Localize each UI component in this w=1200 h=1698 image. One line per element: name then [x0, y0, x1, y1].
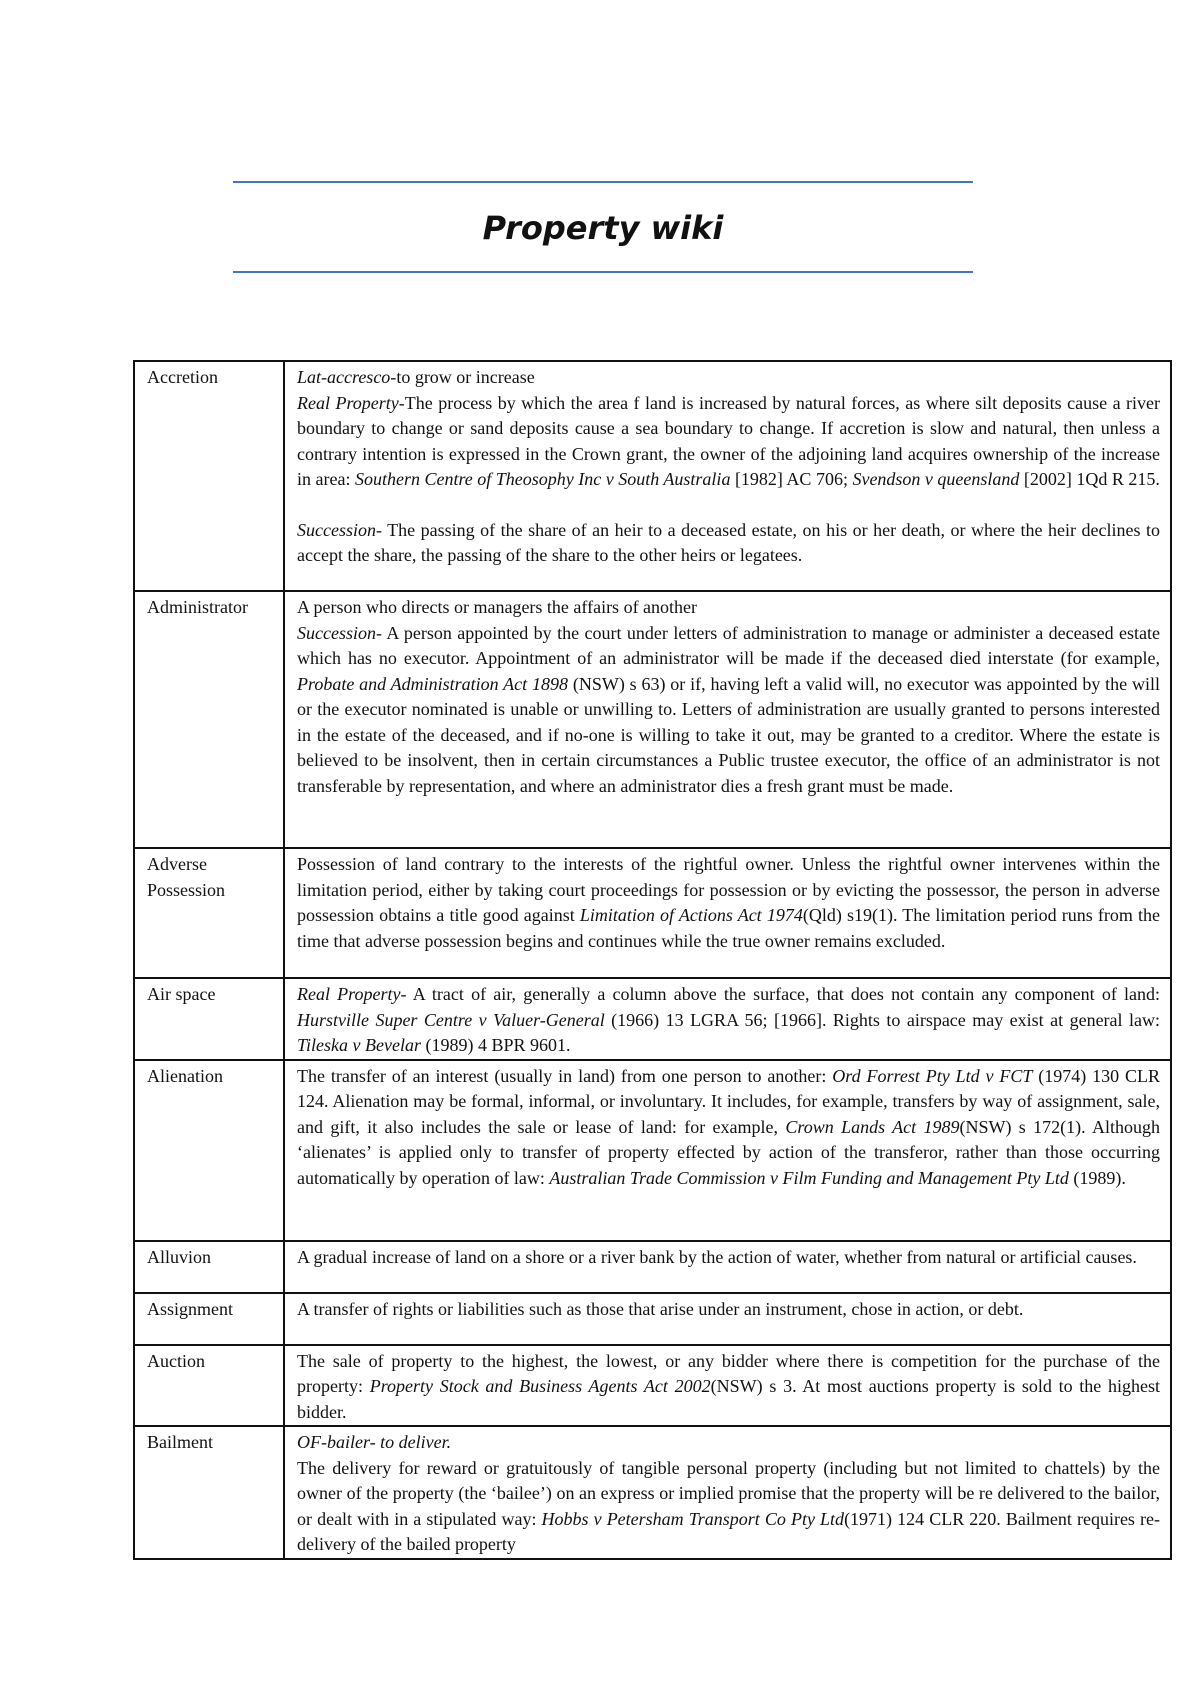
glossary-row-air-space	[134, 978, 1171, 1060]
glossary-term: Bailment	[134, 1426, 284, 1559]
case-citation: Australian Trade Commission v Film Funding and Management Pty Ltd	[549, 1167, 1069, 1188]
case-citation: Hobbs v Petersham Transport Co Pty Ltd	[541, 1508, 845, 1529]
glossary-definition	[284, 1060, 1171, 1241]
glossary-definition	[284, 1426, 1171, 1559]
glossary-term: Adverse Possession	[134, 848, 284, 978]
glossary-definition	[284, 1345, 1171, 1427]
statute-citation: Probate and Administration Act 1898	[297, 673, 568, 694]
definition-paragraph: A gradual increase of land on a shore or a river bank by the action of water, whether from natural or artificial causes.	[297, 1246, 1137, 1267]
glossary-term: Accretion	[134, 361, 284, 591]
case-citation: Hurstville Super Centre v Valuer-General	[297, 1009, 605, 1030]
glossary-term: Assignment	[134, 1293, 284, 1345]
case-citation: Svendson v queensland	[852, 469, 1020, 489]
glossary-definition	[284, 1293, 1171, 1345]
definition-paragraph: Lat-accresco-to grow or increase	[297, 367, 535, 387]
glossary-table	[133, 360, 1172, 1560]
latin-origin: OF-bailer- to deliver.	[297, 1432, 452, 1452]
case-citation: Ord Forrest Pty Ltd v FCT	[832, 1065, 1033, 1086]
glossary-row-assignment	[134, 1293, 1171, 1345]
definition-paragraph: A transfer of rights or liabilities such as those that arise under an instrument, chose in action, or debt.	[297, 1298, 1024, 1319]
title-rule-bottom	[233, 271, 973, 273]
case-citation: Tileska v Bevelar	[297, 1035, 421, 1055]
glossary-row-accretion	[134, 361, 1171, 591]
glossary-term: Auction	[134, 1345, 284, 1427]
glossary-definition	[284, 1241, 1171, 1293]
glossary-term: Air space	[134, 978, 284, 1060]
glossary-definition	[284, 361, 1171, 591]
glossary-definition	[284, 848, 1171, 978]
glossary-term: Alluvion	[134, 1241, 284, 1293]
glossary-definition	[284, 978, 1171, 1060]
statute-citation: Crown Lands Act 1989	[785, 1116, 960, 1137]
latin-origin: Lat-accresco-	[297, 367, 397, 387]
glossary-row-alluvion	[134, 1241, 1171, 1293]
definition-paragraph: Real Property- A tract of air, generally a column above the surface, that does not contain any component of land: Hurstville Super Centre v Valuer-General (1966) 13 LGRA 56; [1966]. Rights to airspace may exist at general law: Tileska v Bevelar (1989) 4 BPR 9601.	[297, 984, 1161, 1055]
glossary-row-bailment	[134, 1426, 1171, 1559]
case-citation: Southern Centre of Theosophy Inc v South Australia	[354, 469, 731, 489]
statute-citation: Property Stock and Business Agents Act 2002	[369, 1376, 711, 1396]
glossary-row-auction	[134, 1345, 1171, 1427]
definition-paragraph: Succession- A person appointed by the court under letters of administration to manage or administer a deceased estate which has no executor. Appointment of an administrator will be made if the deceased died interstate (for example, Probate and Administration Act 1898 (NSW) s 63) or if, having left a valid will, no executor was appointed by the will or the executor nominated is unable or unwilling to. Letters of administration are usually granted to persons interested in the estate of the deceased, and if no-one is willing to take it out, may be granted to a creditor. Where the estate is believed to be insolvent, then in certain circumstances a Public trustee executor, the office of an administrator is not transferable by representation, and where an administrator dies a fresh grant must be made.	[297, 622, 1160, 796]
glossary-definition	[284, 591, 1171, 848]
glossary-row-alienation	[134, 1060, 1171, 1241]
title-rule-top	[233, 181, 973, 183]
definition-paragraph: The transfer of an interest (usually in land) from one person to another: Ord Forrest Pty Ltd v FCT (1974) 130 CLR 124. Alienation may be formal, informal, or involuntary. It includes, for example, transfers by way of assignment, sale, and gift, it also includes the sale or lease of land: for example, Crown Lands Act 1989(NSW) s 172(1). Although ‘alienates’ is applied only to transfer of property effected by action of the transferor, rather than those occurring automatically by operation of law: Australian Trade Commission v Film Funding and Management Pty Ltd (1989).	[297, 1065, 1161, 1188]
glossary-term: Alienation	[134, 1060, 284, 1241]
definition-paragraph: Possession of land contrary to the interests of the rightful owner. Unless the rightful owner intervenes within the limitation period, either by taking court proceedings for possession or by evicting the possessor, the person in adverse possession obtains a title good against Limitation of Actions Act 1974(Qld) s19(1). The limitation period runs from the time that adverse possession begins and continues while the true owner remains excluded.	[297, 854, 1160, 951]
glossary-row-administrator	[134, 591, 1171, 848]
glossary-term: Administrator	[134, 591, 284, 848]
document-title: Property wiki	[482, 209, 724, 247]
definition-paragraph: Real Property-The process by which the area f land is increased by natural forces, as where silt deposits cause a river boundary to change or sand deposits cause a sea boundary to change. If accretion is slow and natural, then unless a contrary intention is expressed in the Crown grant, the owner of the adjoining land acquires ownership of the increase in area: Southern Centre of Theosophy Inc v South Australia [1982] AC 706; Svendson v queensland [2002] 1Qd R 215.	[297, 392, 1161, 489]
statute-citation: Limitation of Actions Act 1974	[579, 905, 803, 925]
definition-paragraph: A person who directs or managers the affairs of another	[297, 597, 698, 617]
glossary-row-adverse-possession	[134, 848, 1171, 978]
definition-paragraph	[297, 1430, 1160, 1456]
definition-paragraph: The delivery for reward or gratuitously of tangible personal property (including but not limited to chattels) by the owner of the property (the ‘bailee’) on an express or implied promise that the property will be re delivered to the bailor, or dealt with in a stipulated way: Hobbs v Petersham Transport Co Pty Ltd(1971) 124 CLR 220. Bailment requires re-delivery of the bailed property	[297, 1457, 1160, 1554]
definition-paragraph: The sale of property to the highest, the lowest, or any bidder where there is competition for the purchase of the property: Property Stock and Business Agents Act 2002(NSW) s 3. At most auctions property is sold to the highest bidder.	[297, 1350, 1161, 1422]
definition-paragraph: Succession- The passing of the share of an heir to a deceased estate, on his or her death, or where the heir declines to accept the share, the passing of the share to the other heirs or legatees.	[297, 519, 1160, 565]
